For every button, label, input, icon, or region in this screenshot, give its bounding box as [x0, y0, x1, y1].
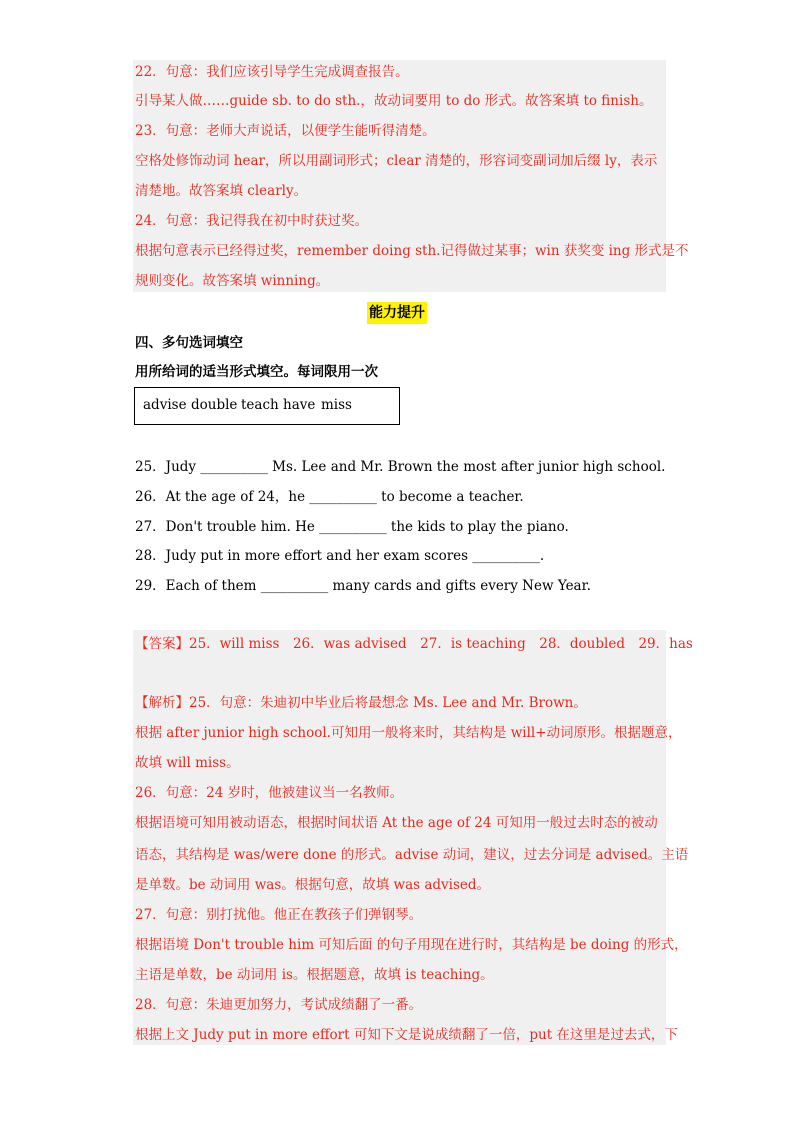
- q22-meaning: 22．句意：我们应该引导学生完成调查报告。: [135, 64, 409, 80]
- q26-meaning: 26．句意：24 岁时，他被建议当一名教师。: [135, 785, 404, 801]
- word-miss: miss: [321, 397, 352, 413]
- question-25: 25．Judy __________ Ms. Lee and Mr. Brown the most after junior high school.: [135, 459, 666, 475]
- q23-explain-2: 清楚地。故答案填 clearly。: [135, 183, 308, 199]
- question-27: 27．Don't trouble him. He __________ the kids to play the piano.: [135, 519, 569, 535]
- q27-explain-2: 主语是单数，be 动词用 is。根据题意，故填 is teaching。: [135, 967, 494, 983]
- q27-meaning: 27．句意：别打扰他。他正在教孩子们弹钢琴。: [135, 907, 423, 923]
- q28-meaning: 28．句意：朱迪更加努力，考试成绩翻了一番。: [135, 997, 423, 1013]
- q27-explain-1: 根据语境 Don't trouble him 可知后面 的句子用现在进行时，其结构是 be doing 的形式，: [135, 937, 688, 953]
- word-teach: teach: [241, 397, 279, 413]
- q28-explain-1: 根据上文 Judy put in more effort 可知下文是说成绩翻了一倍，put 在这里是过去式，下: [135, 1027, 678, 1043]
- q26-explain-1: 根据语境可知用被动语态，根据时间状语 At the age of 24 可知用一般过去时态的被动: [135, 815, 658, 831]
- answer-line: 【答案】25．will miss 26．was advised 27．is teaching 28．doubled 29．has: [135, 636, 693, 652]
- q25-meaning: 【解析】25．句意：朱迪初中毕业后将最想念 Ms. Lee and Mr. Brown。: [135, 695, 587, 711]
- q26-explain-2: 语态，其结构是 was/were done 的形式。advise 动词，建议，过去分词是 advised。主语: [135, 847, 689, 863]
- instruction: 用所给词的适当形式填空。每词限用一次: [135, 364, 378, 380]
- word-box: [134, 387, 400, 425]
- word-double: double: [191, 397, 238, 413]
- question-29: 29．Each of them __________ many cards and gifts every New Year.: [135, 578, 591, 594]
- section-title: 四、多句选词填空: [135, 335, 243, 351]
- word-advise: advise: [143, 397, 187, 413]
- q25-explain-2: 故填 will miss。: [135, 755, 240, 771]
- question-26: 26．At the age of 24，he __________ to become a teacher.: [135, 489, 524, 505]
- section-banner: 能力提升: [367, 302, 427, 324]
- q26-explain-3: 是单数。be 动词用 was。根据句意，故填 was advised。: [135, 877, 491, 893]
- q22-explain: 引导某人做……guide sb. to do sth.，故动词要用 to do 形式。故答案填 to finish。: [135, 93, 653, 109]
- q23-meaning: 23．句意：老师大声说话，以便学生能听得清楚。: [135, 123, 436, 139]
- q23-explain-1: 空格处修饰动词 hear，所以用副词形式；clear 清楚的，形容词变副词加后缀 ly，表示: [135, 153, 658, 169]
- word-have: have: [283, 397, 316, 413]
- q25-explain-1: 根据 after junior high school.可知用一般将来时，其结构是 will+动词原形。根据题意，: [135, 725, 682, 741]
- q24-explain-2: 规则变化。故答案填 winning。: [135, 273, 330, 289]
- q24-explain-1: 根据句意表示已经得过奖，remember doing sth.记得做过某事；win 获奖变 ing 形式是不: [135, 243, 689, 259]
- question-28: 28．Judy put in more effort and her exam scores __________.: [135, 548, 545, 564]
- q24-meaning: 24．句意：我记得我在初中时获过奖。: [135, 213, 369, 229]
